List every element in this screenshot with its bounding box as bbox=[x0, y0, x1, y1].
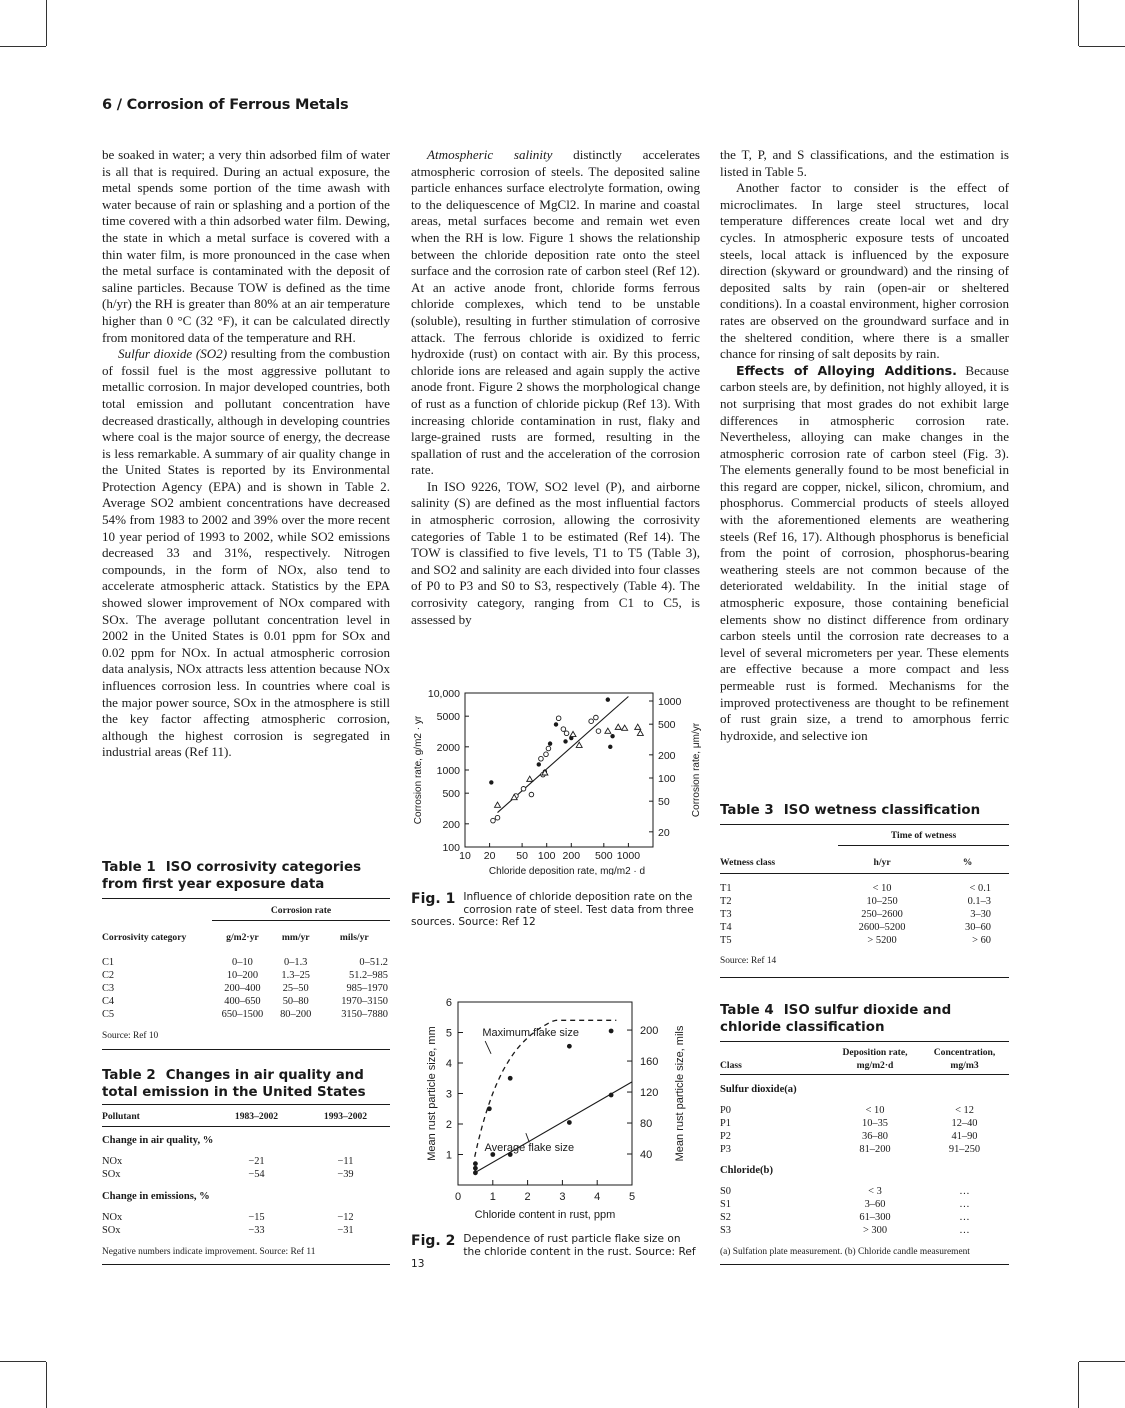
table-row bbox=[102, 1211, 390, 1224]
y-right-tick-label: 100 bbox=[658, 773, 676, 786]
table-cell: 985–1970 bbox=[346, 983, 388, 994]
annotation-avg: Average flake size bbox=[484, 1141, 575, 1154]
table-title-text: ISO sulfur dioxide and chloride classification bbox=[720, 1003, 952, 1035]
table-cell: SOx bbox=[102, 1225, 121, 1236]
table-cell: < 0.1 bbox=[969, 883, 991, 894]
column-2 bbox=[411, 147, 700, 628]
table-source: (a) Sulfation plate measurement. (b) Chloride candle measurement bbox=[720, 1237, 1009, 1265]
column-1 bbox=[102, 147, 390, 761]
data-point-open bbox=[546, 746, 551, 751]
table-cell: … bbox=[959, 1225, 970, 1236]
table-body bbox=[102, 1211, 390, 1237]
table-body bbox=[102, 949, 390, 1050]
y-tick-label: 4 bbox=[445, 1058, 452, 1070]
table-cell: 10–250 bbox=[866, 896, 898, 907]
data-point-triangle bbox=[637, 730, 643, 735]
y-tick-label: 5000 bbox=[436, 711, 460, 724]
table-group-label: Chloride(b) bbox=[720, 1165, 773, 1176]
column-header: Wetness class bbox=[720, 846, 838, 874]
table-row bbox=[720, 1185, 1009, 1198]
table-row bbox=[102, 982, 390, 995]
data-point-triangle bbox=[527, 776, 533, 781]
y-axis-label: Corrosion rate, g/m2 · yr bbox=[413, 715, 424, 825]
table-cell: 25–50 bbox=[282, 983, 309, 994]
table-2 bbox=[102, 1104, 390, 1265]
figure-2-chart bbox=[410, 990, 710, 1225]
data-point-filled bbox=[608, 745, 612, 749]
y-tick-label: 100 bbox=[442, 842, 460, 854]
table-2-title bbox=[102, 1068, 392, 1101]
table-cell: < 12 bbox=[955, 1105, 974, 1116]
x-tick-label: 4 bbox=[594, 1191, 601, 1203]
caption-text: Influence of chloride deposition rate on the corrosion rate of steel. Test data from three sources. Source: Ref 12 bbox=[411, 891, 694, 929]
data-point-avg bbox=[609, 1093, 614, 1098]
table-cell: C1 bbox=[102, 957, 115, 968]
table-title-text: ISO corrosivity categories from first year exposure data bbox=[102, 860, 362, 892]
y-right-tick-label: 1000 bbox=[658, 696, 682, 709]
running-head: 6 / Corrosion of Ferrous Metals bbox=[102, 97, 349, 113]
table-cell: 81–200 bbox=[859, 1144, 891, 1155]
table-cell: 10–35 bbox=[862, 1118, 888, 1129]
data-point-max bbox=[567, 1044, 572, 1049]
table-cell: C4 bbox=[102, 996, 115, 1007]
paragraph bbox=[720, 363, 1009, 745]
table-cell: −12 bbox=[337, 1212, 354, 1223]
table-row bbox=[102, 1008, 390, 1021]
column-header: g/m2·yr bbox=[226, 932, 259, 943]
data-point-filled bbox=[537, 762, 541, 766]
table-cell: T4 bbox=[720, 922, 732, 933]
table-cell: T2 bbox=[720, 896, 732, 907]
column-header: Pollutant bbox=[102, 1105, 212, 1127]
data-point-filled bbox=[563, 739, 567, 743]
data-point-open bbox=[544, 752, 549, 757]
x-axis-label: Chloride content in rust, ppm bbox=[474, 1209, 616, 1221]
table-title-text: ISO wetness classification bbox=[783, 803, 981, 818]
table-cell: P2 bbox=[720, 1131, 731, 1142]
table-cell: 0.1–3 bbox=[967, 896, 991, 907]
table-source: Source: Ref 14 bbox=[720, 947, 1009, 978]
table-group-label: Change in air quality, % bbox=[102, 1135, 214, 1146]
table-row bbox=[720, 1104, 1009, 1117]
x-tick-label: 2 bbox=[524, 1191, 531, 1203]
y-right-tick-label: 160 bbox=[640, 1056, 659, 1069]
section-heading: Effects of Alloying Additions. bbox=[736, 362, 957, 378]
x-tick-label: 0 bbox=[454, 1191, 462, 1203]
data-point-max bbox=[508, 1076, 513, 1081]
x-axis-label: Chloride deposition rate, mg/m2 · d bbox=[488, 866, 646, 875]
table-cell: < 10 bbox=[865, 1105, 885, 1116]
table-cell: −39 bbox=[337, 1169, 354, 1180]
table-cell: −15 bbox=[248, 1212, 265, 1223]
table-cell: 41–90 bbox=[951, 1131, 978, 1142]
table-row bbox=[102, 969, 390, 982]
x-tick-label: 50 bbox=[516, 850, 528, 862]
table-cell: 0–1.3 bbox=[284, 957, 308, 968]
data-point-open bbox=[561, 727, 566, 732]
figure-label: Fig. 2 bbox=[411, 1233, 456, 1249]
crop-mark bbox=[1079, 1361, 1125, 1362]
y-tick-label: 6 bbox=[445, 997, 452, 1009]
data-point-max bbox=[487, 1106, 492, 1111]
table-cell: P1 bbox=[720, 1118, 731, 1129]
y-tick-label: 5 bbox=[445, 1027, 452, 1040]
x-tick-label: 3 bbox=[559, 1191, 566, 1203]
table-cell: … bbox=[959, 1199, 970, 1210]
table-row bbox=[720, 1143, 1009, 1156]
table-number: Table 2 bbox=[102, 1068, 156, 1083]
column-group-header: Time of wetness bbox=[838, 825, 1009, 846]
column-header: Class bbox=[720, 1042, 830, 1075]
table-cell: 2600–5200 bbox=[858, 922, 906, 933]
column-header: h/yr bbox=[838, 846, 926, 874]
data-point-avg bbox=[473, 1170, 478, 1175]
data-point-filled bbox=[610, 734, 614, 738]
table-cell: 3–60 bbox=[864, 1199, 886, 1210]
annotation-leader bbox=[485, 1041, 491, 1054]
table-body bbox=[720, 1185, 1009, 1237]
table-cell: 30–60 bbox=[965, 922, 991, 933]
table-cell: 51.2–985 bbox=[349, 970, 388, 981]
table-cell: NOx bbox=[102, 1156, 123, 1167]
table-row bbox=[720, 1224, 1009, 1237]
data-point-max bbox=[609, 1029, 614, 1034]
table-3 bbox=[720, 824, 1009, 978]
table-number: Table 3 bbox=[720, 803, 774, 818]
paragraph: Another factor to consider is the effect of microclimates. In large steel structures, local temperature differences create local wet and dry cycles. In atmospheric exposure tests of uncoated steels, local attack is influenced by the exposure direction (skyward or groundward) and the rinsing of deposited salts by rain (open-air or sheltered conditions). In a coastal environment, higher corrosion rates are observed on the groundward surface and in the sheltered condition, where there is a smaller chance for rinsing of salt deposits by rain. bbox=[720, 180, 1009, 362]
table-4-title bbox=[720, 1003, 1010, 1036]
table-cell: … bbox=[959, 1186, 970, 1197]
crop-mark bbox=[0, 1361, 46, 1362]
table-row bbox=[720, 1130, 1009, 1143]
data-point-triangle bbox=[622, 725, 628, 730]
column-3 bbox=[720, 147, 1009, 744]
column-header: Concentration, mg/m3 bbox=[920, 1042, 1009, 1075]
table-1 bbox=[102, 898, 390, 1050]
table-row bbox=[720, 921, 1009, 934]
max-flake-curve bbox=[475, 1020, 617, 1157]
column-header: mils/yr bbox=[339, 932, 369, 943]
table-cell: −31 bbox=[337, 1225, 354, 1236]
data-point-triangle bbox=[576, 742, 582, 747]
table-number: Table 1 bbox=[102, 860, 156, 875]
table-cell: −11 bbox=[337, 1156, 354, 1167]
table-cell: 61–300 bbox=[859, 1212, 891, 1223]
table-cell: T1 bbox=[720, 883, 732, 894]
table-1-title bbox=[102, 860, 392, 893]
y-tick-label: 10,000 bbox=[427, 688, 460, 700]
y-right-tick-label: 50 bbox=[658, 796, 670, 809]
y-tick-label: 1 bbox=[445, 1149, 452, 1162]
x-tick-label: 500 bbox=[595, 850, 613, 862]
table-row bbox=[102, 1155, 390, 1168]
data-point-filled bbox=[548, 741, 552, 745]
figure-1-caption bbox=[411, 891, 700, 929]
paragraph bbox=[102, 346, 390, 761]
table-cell: S1 bbox=[720, 1199, 731, 1210]
table-cell: 80–200 bbox=[280, 1009, 312, 1020]
table-row bbox=[102, 1224, 390, 1237]
table-row bbox=[720, 1198, 1009, 1211]
y-right-axis-label: Corrosion rate, μm/yr bbox=[691, 722, 702, 818]
table-cell: 91–250 bbox=[948, 1144, 981, 1155]
table-title-text: Changes in air quality and total emission in the United States bbox=[102, 1068, 366, 1100]
crop-mark bbox=[46, 1362, 47, 1408]
x-tick-label: 1000 bbox=[616, 850, 641, 862]
data-point-open bbox=[495, 815, 500, 820]
data-point-max bbox=[473, 1166, 478, 1171]
table-group-label: Change in emissions, % bbox=[102, 1191, 210, 1202]
table-4 bbox=[720, 1041, 1009, 1265]
table-cell: < 3 bbox=[868, 1186, 882, 1197]
data-point-open bbox=[529, 792, 534, 797]
table-row bbox=[720, 874, 1009, 896]
table-cell: C3 bbox=[102, 983, 115, 994]
table-cell: 3150–7880 bbox=[341, 1009, 388, 1020]
figure-2-caption bbox=[411, 1233, 700, 1271]
table-cell: 0–51.2 bbox=[359, 957, 388, 968]
column-header: % bbox=[926, 846, 1009, 874]
data-point-open bbox=[596, 729, 601, 734]
table-cell: S3 bbox=[720, 1225, 731, 1236]
table-cell: 1.3–25 bbox=[281, 970, 310, 981]
y-axis-label: Mean rust particle size, mm bbox=[426, 1026, 438, 1161]
crop-mark bbox=[1078, 1362, 1079, 1408]
y-tick-label: 200 bbox=[442, 818, 460, 831]
annotation-max: Maximum flake size bbox=[482, 1027, 579, 1040]
table-cell: NOx bbox=[102, 1212, 123, 1223]
avg-flake-line bbox=[474, 1082, 632, 1174]
table-cell: S0 bbox=[720, 1186, 731, 1197]
y-right-tick-label: 120 bbox=[640, 1087, 659, 1100]
table-cell: −21 bbox=[248, 1156, 265, 1167]
paragraph-text: resulting from the combustion of fossil fuel is the most aggressive pollutant to metallic corrosion. In major developed countries, both total emission and pollutant concentration have decreased drastically, although in developing countries where coal is the major source of energy, the decrease is less remarkable. A summary of air quality change in the United States is reported by its Environmental Protection Agency (EPA) and is shown in Table 2. Average SO2 ambient concentrations have decreased 54% from 1983 to 2002 and 39% over the more recent 10 year period of 1993 to 2002, while SO2 emissions decreased 33 and 31%, respectively. Nitrogen compounds, in the form of NOx, also tend to accelerate atmospheric attack. Statistics by the EPA showed slower improvement of NOx compared with SOx. The average pollutant concentration level in 2002 in the United States is 0.01 ppm for SOx and 0.02 ppm for NOx. In actual atmospheric corrosion data analysis, NOx attracts less attention because NOx influences corrosion less. In countries where coal is the major power source, SOx in the atmosphere is still the key factor affecting atmospheric corrosion, although the highest corrosion is segregated in industrial areas (Ref 11). bbox=[102, 346, 390, 760]
data-point-open bbox=[556, 716, 561, 721]
table-source: Source: Ref 10 bbox=[102, 1021, 390, 1050]
data-point-triangle bbox=[570, 731, 576, 736]
y-tick-label: 3 bbox=[445, 1088, 452, 1101]
paragraph-text: distinctly accelerates atmospheric corrosion of steels. The deposited saline particle enhances surface electrolyte formation, owing to the deliquescence of MgCl2. In marine and coastal areas, metal surfaces become and remain wet even when the RH is low. Figure 1 shows the relationship between the chloride deposition rate onto the steel surface and the corrosion rate of carbon steel (Ref 12). At an active anode front, chloride forms ferrous chloride complexes, which tend to be unstable (soluble), resulting in further stimulation of corrosive attack. The ferrous chloride is oxidized to ferric hydroxide (rust) on contact with air. By this process, chloride ions are released and again supply the active anode front. Figure 2 shows the morphological change of rust as a function of chloride pickup (Ref 13). With increasing chloride contamination in rust, flaky and large-grained rusts are formed, resulting in the spallation of rust and the acceleration of the corrosion rate. bbox=[411, 147, 701, 478]
table-source: Negative numbers indicate improvement. Source: Ref 11 bbox=[102, 1237, 390, 1265]
table-cell: 1970–3150 bbox=[341, 996, 388, 1007]
table-body bbox=[720, 874, 1009, 948]
crop-mark bbox=[46, 0, 47, 46]
table-body bbox=[720, 1104, 1009, 1156]
y-right-tick-label: 20 bbox=[658, 826, 670, 839]
column-header: mm/yr bbox=[281, 932, 310, 943]
x-tick-label: 5 bbox=[628, 1191, 636, 1203]
x-tick-label: 200 bbox=[562, 850, 581, 862]
y-right-axis-label: Mean rust particle size, mils bbox=[674, 1025, 686, 1162]
data-point-filled bbox=[554, 722, 558, 726]
table-cell: 0–10 bbox=[232, 957, 253, 968]
column-header: Deposition rate, mg/m2·d bbox=[830, 1042, 920, 1075]
table-cell: 36–80 bbox=[862, 1131, 888, 1142]
table-3-title bbox=[720, 803, 1010, 820]
y-right-tick-label: 500 bbox=[658, 719, 676, 732]
x-tick-label: 100 bbox=[537, 850, 556, 862]
table-cell: > 60 bbox=[972, 935, 991, 946]
table-row bbox=[720, 1117, 1009, 1130]
table-cell: > 300 bbox=[862, 1225, 888, 1236]
data-point-open bbox=[521, 786, 526, 791]
data-point-open bbox=[539, 756, 544, 761]
table-cell: −33 bbox=[248, 1225, 265, 1236]
figure-1-chart bbox=[405, 685, 705, 875]
y-tick-label: 1000 bbox=[436, 765, 460, 777]
y-right-tick-label: 200 bbox=[640, 1025, 659, 1038]
column-group-header: Corrosion rate bbox=[212, 899, 390, 921]
column-header: Corrosivity category bbox=[102, 932, 187, 943]
run-in-heading: Sulfur dioxide (SO2) bbox=[118, 346, 228, 362]
table-cell: SOx bbox=[102, 1169, 121, 1180]
table-body bbox=[102, 1155, 390, 1181]
table-cell: 3–30 bbox=[970, 909, 991, 920]
table-cell: 250–2600 bbox=[861, 909, 903, 920]
table-cell: 200–400 bbox=[224, 983, 261, 994]
table-cell: S2 bbox=[720, 1212, 731, 1223]
data-point-avg bbox=[473, 1161, 478, 1166]
caption-text: Dependence of rust particle flake size on the chloride content in the rust. Source: Ref 13 bbox=[411, 1233, 696, 1271]
data-point-filled bbox=[489, 780, 493, 784]
crop-mark bbox=[0, 46, 46, 47]
table-cell: 650–1500 bbox=[221, 1009, 264, 1020]
data-point-avg bbox=[567, 1120, 572, 1125]
column-header: 1983–2002 bbox=[212, 1105, 301, 1127]
column-header: 1993–2002 bbox=[301, 1105, 390, 1127]
table-cell: P0 bbox=[720, 1105, 731, 1116]
data-point-triangle bbox=[635, 724, 641, 729]
table-cell: T3 bbox=[720, 909, 732, 920]
data-point-triangle bbox=[605, 728, 611, 733]
table-cell: C5 bbox=[102, 1009, 115, 1020]
table-row bbox=[720, 908, 1009, 921]
paragraph-text: Because carbon steels are, by definition, not highly alloyed, it is not surprising that most grades do not exhibit large differences in atmospheric corrosion rate. Nevertheless, alloying can make changes in the atmospheric corrosion rate of carbon steel (Fig. 3). The elements generally found to be most beneficial in this regard are copper, nickel, silicon, chromium, and phosphorus. Commercial products of steels alloyed with the aforementioned elements are weathering steels (Ref 16, 17). Although phosphorus is beneficial from the point of corrosion, phosphorus-bearing weathering steels are not common because of the deteriorated weldability. In the initial stage of atmospheric exposure, those containing beneficial elements show no distinct difference from ordinary carbon steels until the corrosion rate decreases to a level of several micrometers per year. These elements are effective because a more compact and less permeable rust is formed. Mechanisms for the improved protectiveness are thought to be refinement of rust grain size, a trend to amorphous ferric hydroxide, and selective ion bbox=[720, 362, 1009, 743]
paragraph bbox=[411, 147, 700, 479]
table-cell: P3 bbox=[720, 1144, 731, 1155]
y-right-tick-label: 200 bbox=[658, 749, 676, 762]
data-point-open bbox=[564, 731, 569, 736]
crop-mark bbox=[1078, 0, 1079, 46]
table-cell: < 10 bbox=[872, 883, 892, 894]
run-in-heading: Atmospheric salinity bbox=[427, 147, 553, 162]
table-cell: T5 bbox=[720, 935, 732, 946]
table-cell: −54 bbox=[248, 1169, 265, 1180]
y-right-tick-label: 80 bbox=[640, 1118, 653, 1131]
data-point-open bbox=[491, 818, 496, 823]
table-row bbox=[102, 1168, 390, 1181]
x-tick-label: 10 bbox=[459, 850, 471, 862]
crop-mark bbox=[1079, 46, 1125, 47]
table-number: Table 4 bbox=[720, 1003, 774, 1018]
y-tick-label: 2000 bbox=[436, 741, 460, 754]
data-point-triangle bbox=[615, 724, 621, 729]
table-row bbox=[102, 995, 390, 1008]
table-group-label: Sulfur dioxide(a) bbox=[720, 1084, 797, 1095]
paragraph: be soaked in water; a very thin adsorbed film of water is all that is required. During an actual exposure, the metal spends some portion of the time awash with water because of rain or splashing and a portion of the time covered with a thin adsorbed water film. Dewing, the state in which a metal surface is covered with a thin water film, is more pronounced in the case when the metal surface is contaminated with the deposit of saline particles. Because TOW is defined as the time (h/yr) the RH is greater than 80% at an air temperature higher than 0 °C (32 °F), it can be calculated directly from monitored data of the temperature and RH. bbox=[102, 147, 390, 345]
table-cell: > 5200 bbox=[867, 935, 897, 946]
table-row bbox=[102, 1021, 390, 1050]
table-row bbox=[720, 895, 1009, 908]
table-cell: 12–40 bbox=[951, 1118, 978, 1129]
paragraph: In ISO 9226, TOW, SO2 level (P), and airborne salinity (S) are defined as the most influential factors in atmospheric corrosion, allowing the corrosivity categories of Table 1 to be estimated (Ref 14). The TOW is classified to five levels, T1 to T5 (Table 3), and SO2 and salinity are each divided into four classes of P0 to P3 and S0 to S3, respectively (Table 4). The corrosivity category, ranging from C1 to C5, is assessed by bbox=[411, 478, 700, 627]
table-cell: 50–80 bbox=[282, 996, 309, 1007]
figure-label: Fig. 1 bbox=[411, 891, 456, 907]
x-tick-label: 1 bbox=[489, 1191, 496, 1203]
table-row bbox=[102, 949, 390, 969]
table-cell: 10–200 bbox=[226, 970, 259, 981]
y-tick-label: 2 bbox=[445, 1119, 452, 1131]
data-point-open bbox=[594, 715, 599, 720]
data-point-triangle bbox=[495, 802, 501, 807]
table-row bbox=[720, 1211, 1009, 1224]
table-row bbox=[720, 934, 1009, 947]
x-tick-label: 20 bbox=[483, 850, 496, 862]
data-point-open bbox=[589, 719, 594, 724]
y-right-tick-label: 40 bbox=[640, 1149, 653, 1162]
table-cell: 400–650 bbox=[224, 996, 261, 1007]
data-point-filled bbox=[606, 697, 610, 701]
paragraph: the T, P, and S classifications, and the estimation is listed in Table 5. bbox=[720, 147, 1009, 179]
y-tick-label: 500 bbox=[442, 788, 460, 801]
table-cell: C2 bbox=[102, 970, 115, 981]
table-cell: … bbox=[959, 1212, 970, 1223]
